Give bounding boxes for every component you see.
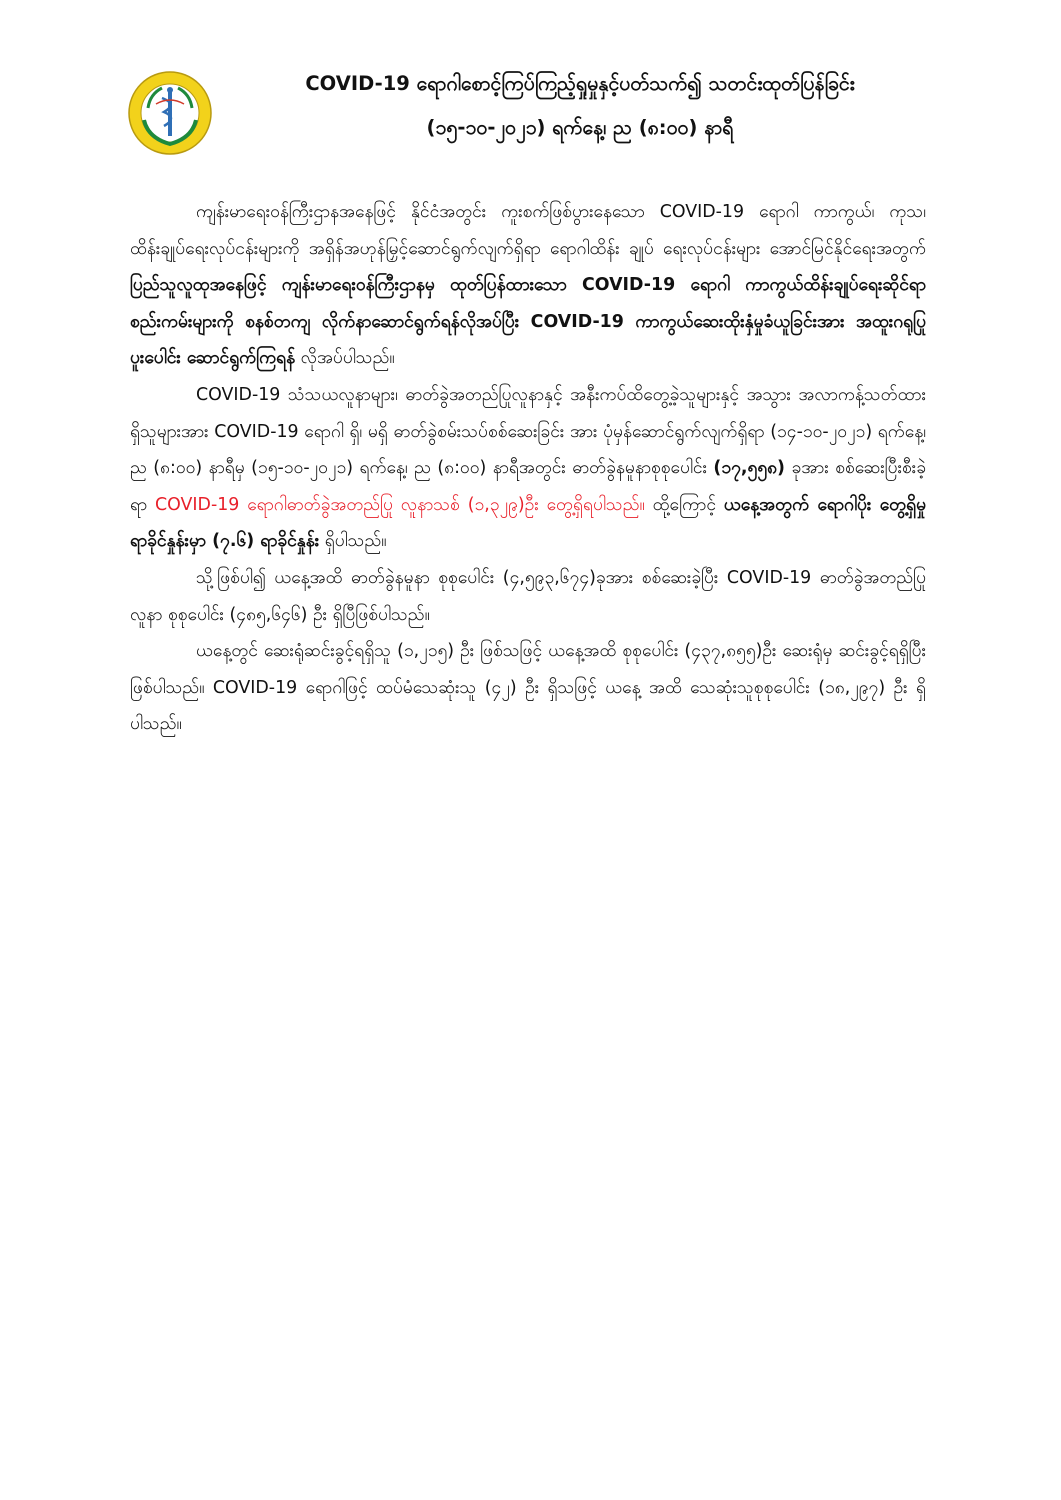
paragraph-2: [130, 377, 926, 560]
paragraph-2-intro: COVID-19 သံသယလူနာများ၊ ဓာတ်ခွဲအတည်ပြုလူနာနှင့် အနီးကပ်ထိတွေ့ခဲ့သူများနှင့် အသွား အလာကန့်သတ်ထားရှိသူများအား COVID-19 ရောဂါ ရှိ၊ မရှိ ဓာတ်ခွဲစမ်းသပ်စစ်ဆေးခြင်း အား ပုံမှန်ဆောင်ရွက်လျက်ရှိရာ (၁၄-၁၀-၂၀၂၁) ရက်နေ့၊ ည (၈:၀၀) နာရီမှ (၁၅-၁၀-၂၀၂၁) ရက်နေ့၊ ည (၈:၀၀) နာရီအတွင်း ဓာတ်ခွဲနမူနာစုစုပေါင်း: [130, 384, 926, 479]
paragraph-1: [130, 194, 926, 377]
paragraph-2-tested: ခုအား စစ်ဆေးပြီးစီးခဲ့ရာ: [130, 458, 926, 515]
paragraph-4-recoveries-deaths: ယနေ့တွင် ဆေးရုံဆင်းခွင့်ရရှိသူ (၁,၂၁၅) ဦး ဖြစ်သဖြင့် ယနေ့အထိ စုစုပေါင်း (၄၃၇,၈၅၅)ဦး ဆေးရုံမှ ဆင်းခွင့်ရရှိပြီး ဖြစ်ပါသည်။ COVID-19 ရောဂါဖြင့် ထပ်မံသေဆုံးသူ (၄၂) ဦး ရှိသဖြင့် ယနေ့ အထိ သေဆုံးသူစုစုပေါင်း (၁၈,၂၉၇) ဦး ရှိပါသည်။: [130, 641, 926, 735]
ministry-of-health-seal-icon: [128, 68, 212, 158]
paragraph-2-closing: ရှိပါသည်။: [319, 531, 387, 552]
positivity-rate-statement: ယနေ့အတွက် ရောဂါပိုး တွေ့ရှိမှု ရာခိုင်နှုန်းမှာ (၇.၆) ရာခိုင်နှုန်း: [130, 494, 927, 552]
paragraph-1-closing: လိုအပ်ပါသည်။: [295, 348, 395, 369]
release-date-time: (၁၅-၁၀-၂၀၂၁) ရက်နေ့၊ ည (၈:၀၀) နာရီ: [426, 116, 734, 139]
release-title-block: [230, 62, 930, 150]
paragraph-1-intro: ကျန်းမာရေးဝန်ကြီးဌာနအနေဖြင့် နိုင်ငံအတွင်း ကူးစက်ဖြစ်ပွားနေသော COVID-19 ရောဂါ ကာကွယ်၊ ကုသ၊ ထိန်းချုပ်ရေးလုပ်ငန်းများကို အရှိန်အဟုန်မြှင့်ဆောင်ရွက်လျက်ရှိရာ ရောဂါထိန်း ချုပ် ရေးလုပ်ငန်းများ အောင်မြင်နိုင်ရေးအတွက်: [130, 202, 926, 259]
paragraph-2-therefore: ထို့ကြောင့်: [644, 494, 724, 515]
new-cases-statement: COVID-19 ရောဂါဓာတ်ခွဲအတည်ပြု လူနာသစ် (၁,၃၂၉)ဦး တွေ့ရှိရပါသည်။: [155, 494, 645, 515]
tests-total-value: (၁၇,၅၅၈): [713, 458, 785, 479]
release-title: COVID-19 ရောဂါစောင့်ကြပ်ကြည့်ရှုမှုနှင့်ပတ်သက်၍ သတင်းထုတ်ပြန်ခြင်း: [305, 72, 855, 95]
paragraph-1-public-guidance: ပြည်သူလူထုအနေဖြင့် ကျန်းမာရေးဝန်ကြီးဌာနမှ ထုတ်ပြန်ထားသော COVID-19 ရောဂါ ကာကွယ်ထိန်းချုပ်ရေးဆိုင်ရာ စည်းကမ်းများကို စနစ်တကျ လိုက်နာဆောင်ရွက်ရန်လိုအပ်ပြီး COVID-19 ကာကွယ်ဆေးထိုးနှံမှုခံယူခြင်းအား အထူးဂရုပြု ပူးပေါင်း ဆောင်ရွက်ကြရန်: [130, 275, 926, 369]
paragraph-3-cumulative-cases: သို့ဖြစ်ပါ၍ ယနေ့အထိ ဓာတ်ခွဲနမူနာ စုစုပေါင်း (၄,၅၉၃,၆၇၄)ခုအား စစ်ဆေးခဲ့ပြီး COVID-19 ဓာတ်ခွဲအတည်ပြုလူနာ စုစုပေါင်း (၄၈၅,၆၄၆) ဦး ရှိပြီဖြစ်ပါသည်။: [130, 567, 926, 625]
release-body: [130, 194, 926, 743]
